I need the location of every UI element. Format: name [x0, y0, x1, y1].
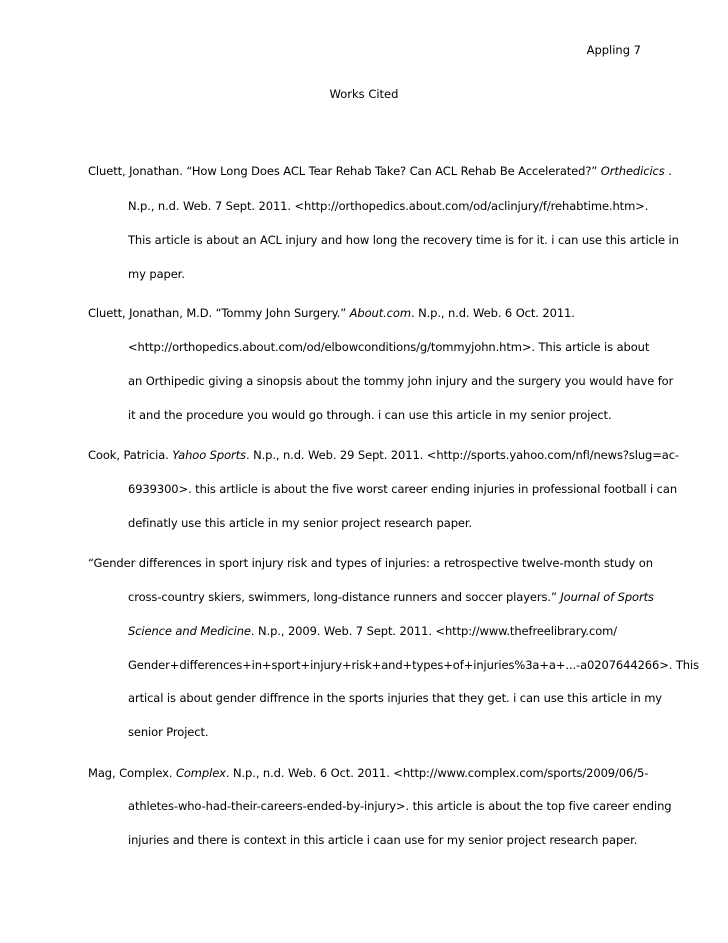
citation-line	[128, 658, 699, 672]
citation-text: Mag, Complex.	[88, 766, 176, 780]
citation-line	[88, 164, 672, 178]
citation-line	[128, 590, 654, 604]
citation-line	[128, 199, 648, 213]
citation-line	[128, 340, 649, 354]
citation-line	[128, 624, 617, 638]
citation-text: Cook, Patricia.	[88, 448, 173, 462]
citation-text: cross-country skiers, swimmers, long-distance runners and soccer players.”	[128, 590, 561, 604]
citation-title-italic: Science and Medicine	[128, 624, 251, 638]
citation-line	[88, 556, 653, 570]
citation-title-italic: Yahoo Sports	[172, 448, 246, 462]
citation-line	[88, 306, 575, 320]
citation-text: athletes-who-had-their-careers-ended-by-injury>. this article is about the top five career ending	[128, 799, 672, 813]
citation-title-italic: Complex	[175, 766, 226, 780]
citation-text: 6939300>. this artlicle is about the five worst career ending injuries in professional football i can	[128, 482, 678, 496]
citation-text: senior Project.	[128, 725, 209, 739]
citation-line	[128, 516, 472, 530]
citation-title-italic: About.com	[349, 306, 411, 320]
citation-text: . N.p., n.d. Web. 6 Oct. 2011. <http://www.complex.com/sports/2009/06/5-	[225, 766, 649, 780]
citation-text: N.p., n.d. Web. 7 Sept. 2011. <http://orthopedics.about.com/od/aclinjury/f/rehabtime.htm>.	[128, 199, 649, 213]
citation-line	[128, 482, 677, 496]
citation-text: artical is about gender diffrence in the sports injuries that they get. i can use this article in my	[128, 691, 663, 705]
page-title: Works Cited	[329, 87, 399, 101]
citation-text: an Orthipedic giving a sinopsis about the tommy john injury and the surgery you would have for	[128, 374, 674, 388]
citation-line	[128, 374, 673, 388]
citation-text: my paper.	[128, 267, 185, 281]
citation-text: .	[664, 164, 672, 178]
running-head: Appling 7	[586, 43, 641, 57]
citation-text: Cluett, Jonathan. “How Long Does ACL Tear Rehab Take? Can ACL Rehab Be Accelerated?”	[88, 164, 601, 178]
citation-text: injuries and there is context in this article i caan use for my senior project research paper.	[128, 833, 638, 847]
citation-text: Cluett, Jonathan, M.D. “Tommy John Surgery.”	[88, 306, 350, 320]
citation-text: . N.p., n.d. Web. 6 Oct. 2011.	[410, 306, 575, 320]
citation-line	[128, 408, 612, 422]
citation-line	[128, 691, 662, 705]
citation-text: . N.p., 2009. Web. 7 Sept. 2011. <http://www.thefreelibrary.com/	[250, 624, 618, 638]
citation-line	[128, 799, 671, 813]
citation-text: <http://orthopedics.about.com/od/elbowconditions/g/tommyjohn.htm>. This article is about	[128, 340, 650, 354]
citation-title-italic: Orthedicics	[600, 164, 665, 178]
citation-line	[128, 267, 185, 281]
citation-line	[128, 725, 208, 739]
citation-line	[88, 448, 679, 462]
citation-text: definatly use this article in my senior project research paper.	[128, 516, 472, 530]
citation-line	[128, 233, 679, 247]
citation-text: Gender+differences+in+sport+injury+risk+and+types+of+injuries%3a+a+...-a0207644266>. This	[128, 658, 699, 672]
citation-line	[88, 766, 648, 780]
citation-text: it and the procedure you would go through. i can use this article in my senior project.	[128, 408, 612, 422]
citation-title-italic: Journal of Sports	[560, 590, 654, 604]
citation-text: “Gender differences in sport injury risk and types of injuries: a retrospective twelve-month study on	[88, 556, 653, 570]
citation-line	[128, 833, 637, 847]
citation-text: . N.p., n.d. Web. 29 Sept. 2011. <http://sports.yahoo.com/nfl/news?slug=ac-	[245, 448, 679, 462]
citation-text: This article is about an ACL injury and how long the recovery time is for it. i can use this article in	[128, 233, 679, 247]
